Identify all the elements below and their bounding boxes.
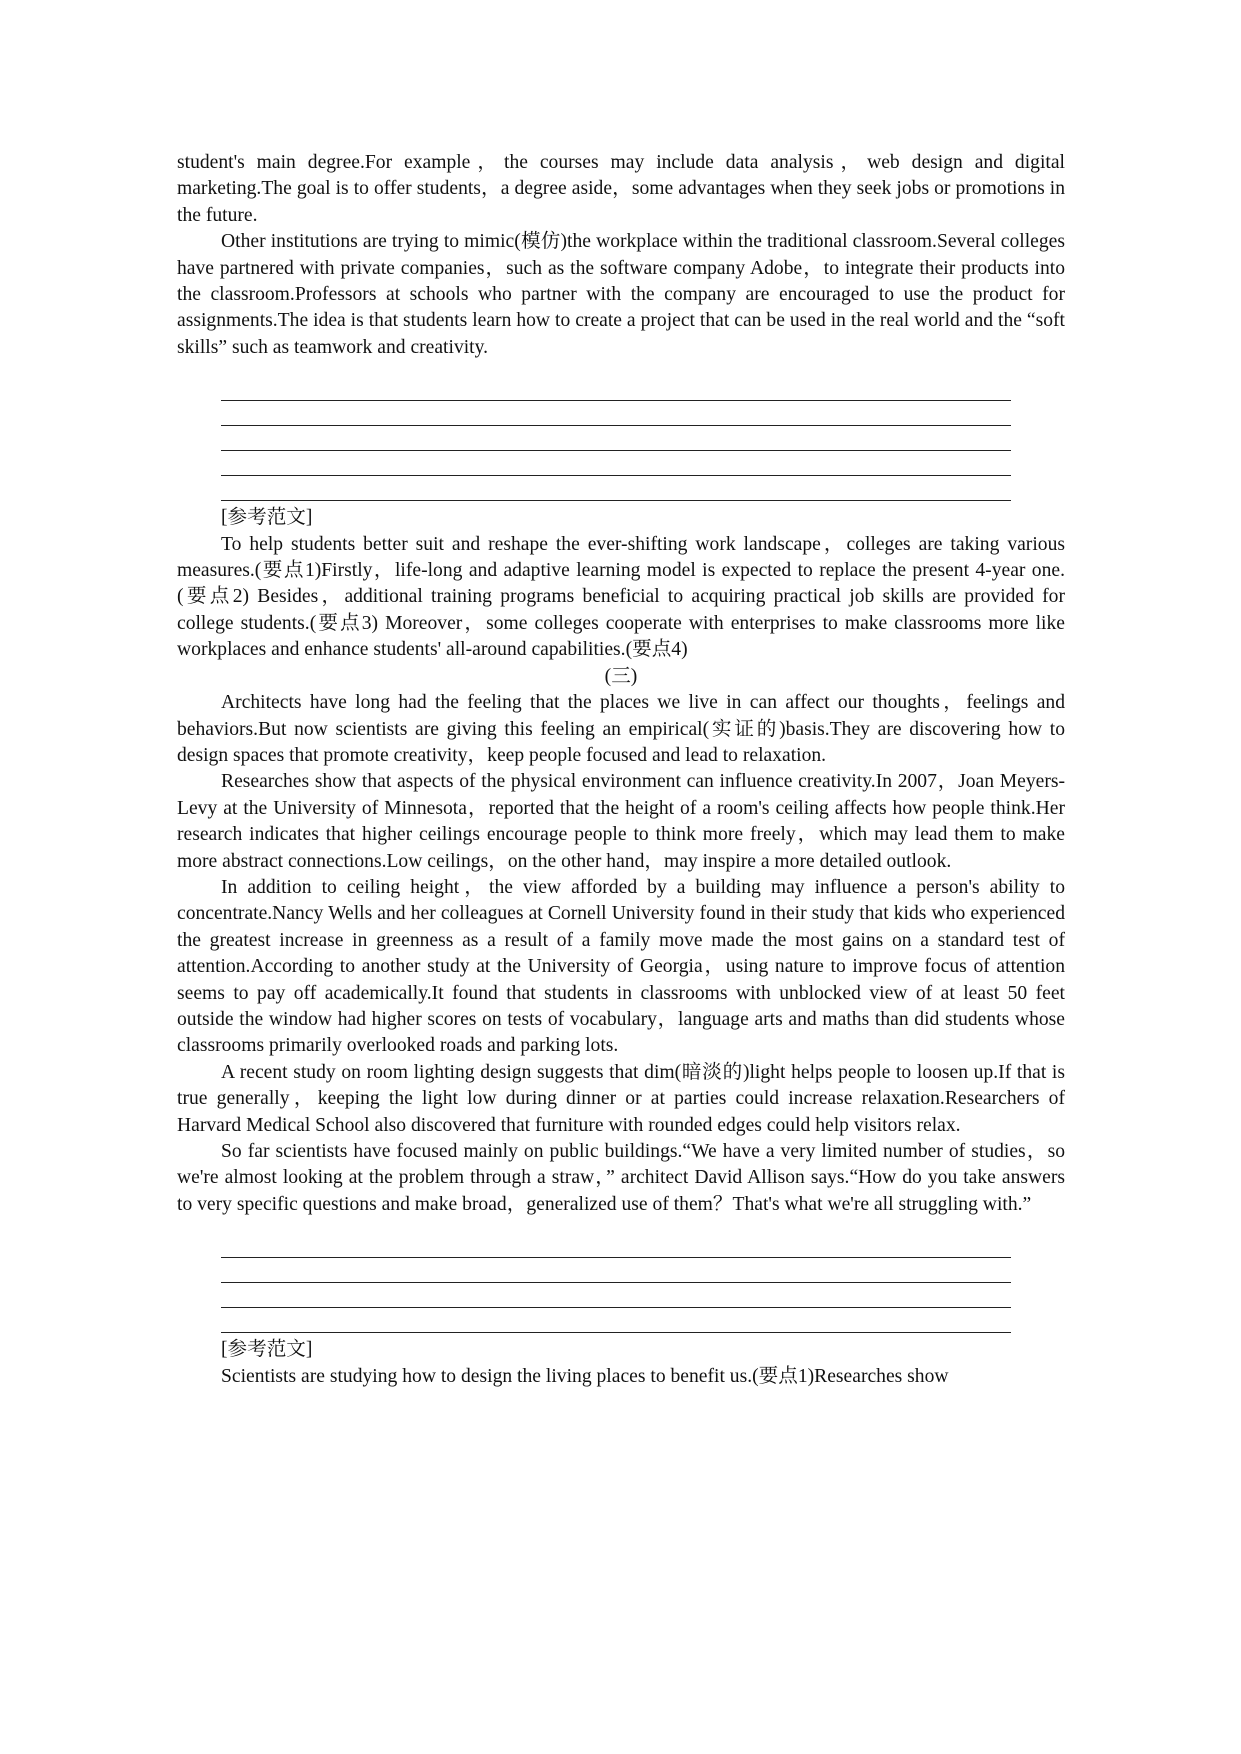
- answer-lines-summary-one[interactable]: [221, 376, 1011, 501]
- answer-line[interactable]: [221, 1233, 1011, 1258]
- answer-line[interactable]: [221, 476, 1011, 501]
- section-heading: (三): [604, 665, 638, 687]
- paragraph-other-institutions: Other institutions are trying to mimic(模仿)the workplace within the traditional classroom.Several colleges have partnered with private companies，such as the software company Adobe，to integrate their products into the classroom.Professors at schools who partner with the company are encouraged to use the product for assignments.The idea is that students learn how to create a project that can be used in the real world and the “soft skills” such as teamwork and creativity.: [177, 231, 1065, 358]
- answer-lines-summary-two[interactable]: [221, 1233, 1011, 1333]
- answer-line[interactable]: [221, 1308, 1011, 1333]
- paragraph-creativity: Researches show that aspects of the physical environment can influence creativity.In 2007，Joan Meyers-Levy at the University of Minnesota，reported that the height of a room's ceiling affects how people think.Her research indicates that higher ceilings encourage people to think more freely，which may lead them to make more abstract connections.Low ceilings，on the other hand，may inspire a more detailed outlook.: [177, 771, 1065, 872]
- reference-essay-start: Scientists are studying how to design the living places to benefit us.(要点1)Researches show: [221, 1365, 949, 1387]
- paragraph-continued: student's main degree.For example，the courses may include data analysis，web design and digital marketing.The goal is to offer students，a degree aside，some advantages when they seek jobs or promotions in the future.: [177, 152, 1065, 226]
- answer-line[interactable]: [221, 426, 1011, 451]
- paragraph-view: In addition to ceiling height，the view afforded by a building may influence a person's ability to concentrate.Nancy Wells and her colleagues at Cornell University found in their study that kids who experienced the greatest increase in greenness as a result of a family move made the most gains on a standard test of attention.According to another study at the University of Georgia，using nature to improve focus of attention seems to pay off academically.It found that students in classrooms with unblocked view of at least 50 feet outside the window had higher scores on tests of vocabulary，language arts and maths than did students whose classrooms primarily overlooked roads and parking lots.: [177, 876, 1065, 1057]
- answer-line[interactable]: [221, 451, 1011, 476]
- paragraph-architects: Architects have long had the feeling that the places we live in can affect our thoughts，feelings and behaviors.But now scientists are giving this feeling an empirical(实证的)basis.They are discovering how to design spaces that promote creativity，keep people focused and lead to relaxation.: [177, 692, 1065, 766]
- answer-line[interactable]: [221, 401, 1011, 426]
- document-page: [177, 150, 1065, 1390]
- reference-label: [参考范文]: [221, 507, 313, 529]
- reference-essay: To help students better suit and reshape the ever-shifting work landscape，colleges are taking various measures.(要点1)Firstly，life-long and adaptive learning model is expected to replace the present 4-year one.(要点2) Besides，additional training programs beneficial to acquiring practical job skills are provided for college students.(要点3) Moreover，some colleges cooperate with enterprises to make classrooms more like workplaces and enhance students' all-around capabilities.(要点4): [177, 533, 1065, 661]
- answer-line[interactable]: [221, 1258, 1011, 1283]
- answer-line[interactable]: [221, 1283, 1011, 1308]
- paragraph-lighting: A recent study on room lighting design suggests that dim(暗淡的)light helps people to loosen up.If that is true generally，keeping the light low during dinner or at parties could increase relaxation.Researchers of Harvard Medical School also discovered that furniture with rounded edges could help visitors relax.: [177, 1061, 1065, 1136]
- answer-line[interactable]: [221, 376, 1011, 401]
- reference-label: [参考范文]: [221, 1339, 313, 1361]
- paragraph-public-buildings: So far scientists have focused mainly on public buildings.“We have a very limited number of studies，so we're almost looking at the problem through a straw，” architect David Allison says.“How do you take answers to very specific questions and make broad，generalized use of them？That's what we're all struggling with.”: [177, 1141, 1065, 1215]
